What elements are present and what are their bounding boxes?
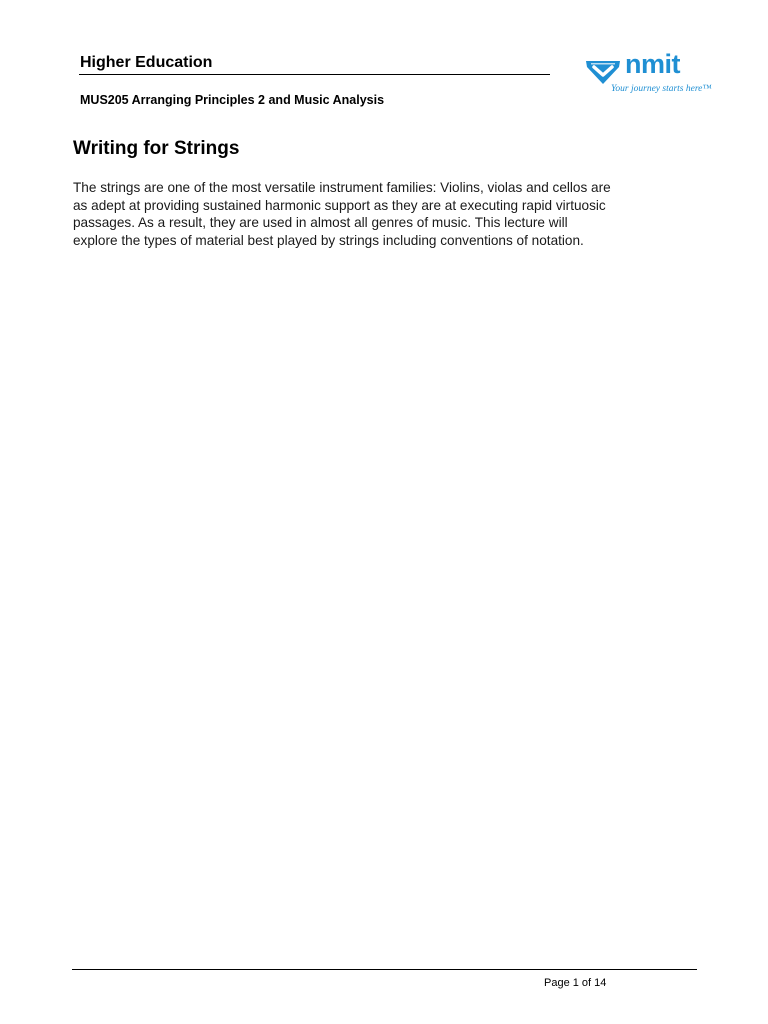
footer-divider <box>72 969 697 970</box>
logo-tagline: Your journey starts here™ <box>611 84 712 94</box>
course-title: MUS205 Arranging Principles 2 and Music Analysis <box>80 93 385 107</box>
intro-paragraph <box>73 179 703 249</box>
paragraph-line: as adept at providing sustained harmonic support as they are at executing rapid virtuosic <box>73 197 606 213</box>
header-divider <box>79 74 550 75</box>
paragraph-line: The strings are one of the most versatile instrument families: Violins, violas and cellos are <box>73 180 611 195</box>
paragraph-line: explore the types of material best played by strings including conventions of notation. <box>73 232 584 248</box>
logo-wordmark: nmit <box>625 49 680 79</box>
org-title: Higher Education <box>80 54 213 71</box>
page-number: Page 1 of 14 <box>544 977 607 989</box>
section-heading: Writing for Strings <box>73 138 240 159</box>
nmit-logo <box>585 49 735 104</box>
nmit-shield-icon <box>585 58 621 86</box>
paragraph-line: passages. As a result, they are used in almost all genres of music. This lecture will <box>73 215 568 230</box>
